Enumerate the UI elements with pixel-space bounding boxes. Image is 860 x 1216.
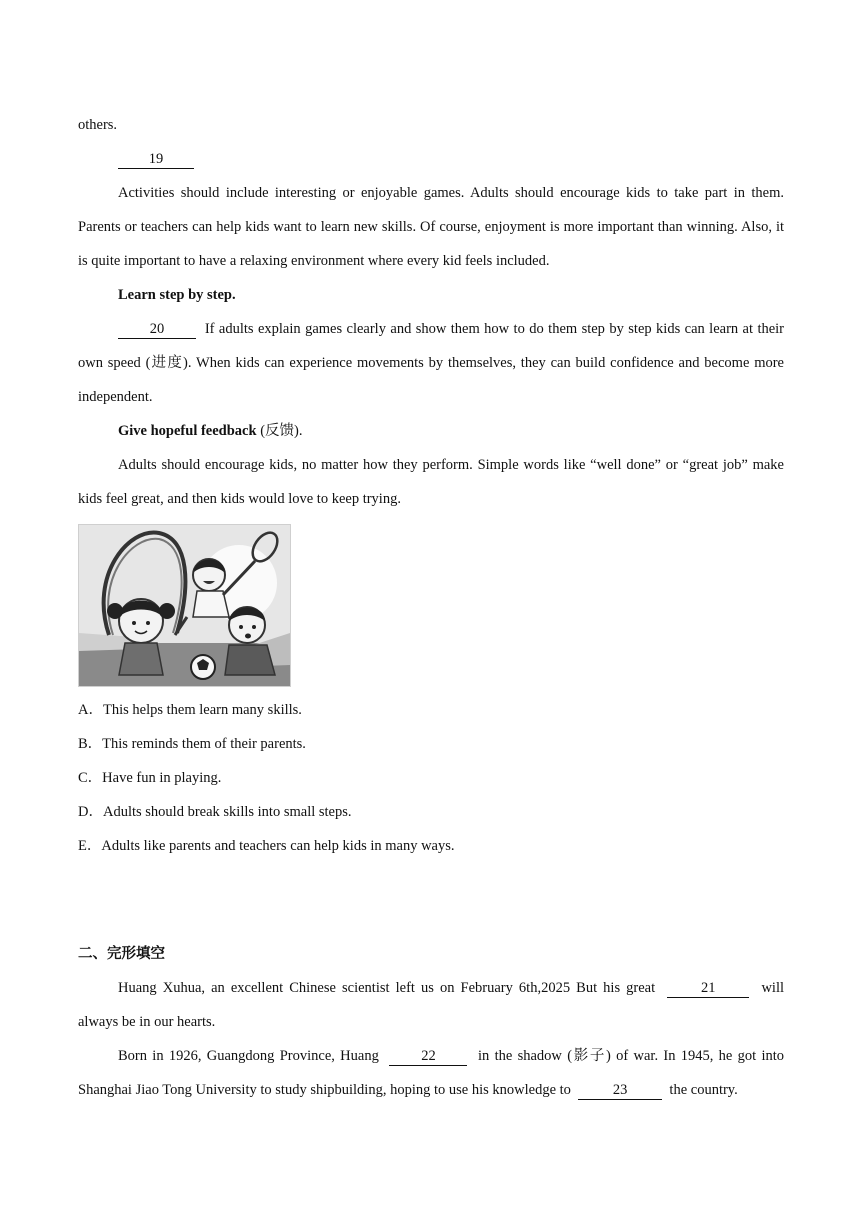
blank-21[interactable]: 21 — [667, 980, 749, 998]
blank-23[interactable]: 23 — [578, 1082, 662, 1100]
cloze-p1-text-b: will always be in our hearts. — [78, 980, 784, 1030]
option-e-text: Adults like parents and teachers can help kids in many ways. — [101, 838, 455, 854]
option-c[interactable] — [78, 761, 784, 795]
paragraph-step — [78, 312, 784, 414]
blank-19[interactable]: 19 — [118, 151, 194, 169]
option-e-letter: E． — [78, 838, 102, 854]
cloze-p1-text-a: Huang Xuhua, an excellent Chinese scientist left us on February 6th,2025 But his great — [118, 980, 656, 996]
option-d-text: Adults should break skills into small steps. — [102, 804, 352, 820]
section-title: 二、完形填空 — [78, 946, 165, 962]
option-a-text: This helps them learn many skills. — [102, 702, 302, 718]
paragraph-games: Activities should include interesting or enjoyable games. Adults should encourage kids to take part in them. Parents or teachers can help kids want to learn new skills. Of course, enjoyment is more important than winning. Also, it is quite important to have a relaxing environment where every kid feels included. — [78, 185, 784, 269]
option-d-letter: D． — [78, 804, 103, 820]
option-b[interactable] — [78, 727, 784, 761]
option-b-text: This reminds them of their parents. — [102, 736, 306, 752]
paragraph-step-text: If adults explain games clearly and show them how to do them step by step kids can learn at their own speed (进度). When kids can experience movements by themselves, they can build confidence and become more independent. — [78, 321, 785, 405]
cloze-p2-text-c: the country. — [669, 1082, 738, 1098]
kids-playing-illustration — [78, 524, 291, 687]
document-body — [78, 108, 784, 1107]
cloze-paragraph-1 — [78, 971, 784, 1039]
option-c-letter: C． — [78, 770, 103, 786]
option-d[interactable] — [78, 795, 784, 829]
blank-20[interactable]: 20 — [118, 321, 196, 339]
cloze-p2-text-a: Born in 1926, Guangdong Province, Huang — [118, 1048, 379, 1064]
blank-22[interactable]: 22 — [389, 1048, 467, 1066]
heading-feedback — [78, 414, 784, 448]
heading-learn-step: Learn step by step. — [118, 287, 236, 303]
option-a-letter: A． — [78, 702, 103, 718]
heading-feedback-text: Give hopeful feedback — [118, 423, 257, 439]
paragraph-tail — [78, 108, 784, 142]
cloze-paragraph-2 — [78, 1039, 784, 1107]
heading-feedback-note: (反馈). — [256, 423, 303, 439]
paragraph-tail-text: others. — [78, 117, 118, 133]
option-e[interactable] — [78, 829, 784, 863]
option-a[interactable] — [78, 693, 784, 727]
cloze-p2-text-b: in the shadow (影子) of war. In 1945, he got into Shanghai Jiao Tong University to study shipbuilding, hoping to use his knowledge to — [78, 1048, 785, 1098]
blank-19-line — [78, 142, 784, 176]
paragraph-feedback: Adults should encourage kids, no matter how they perform. Simple words like “well done” or “great job” make kids feel great, and then kids would love to keep trying. — [78, 457, 784, 507]
option-c-text: Have fun in playing. — [102, 770, 222, 786]
option-b-letter: B． — [78, 736, 103, 752]
